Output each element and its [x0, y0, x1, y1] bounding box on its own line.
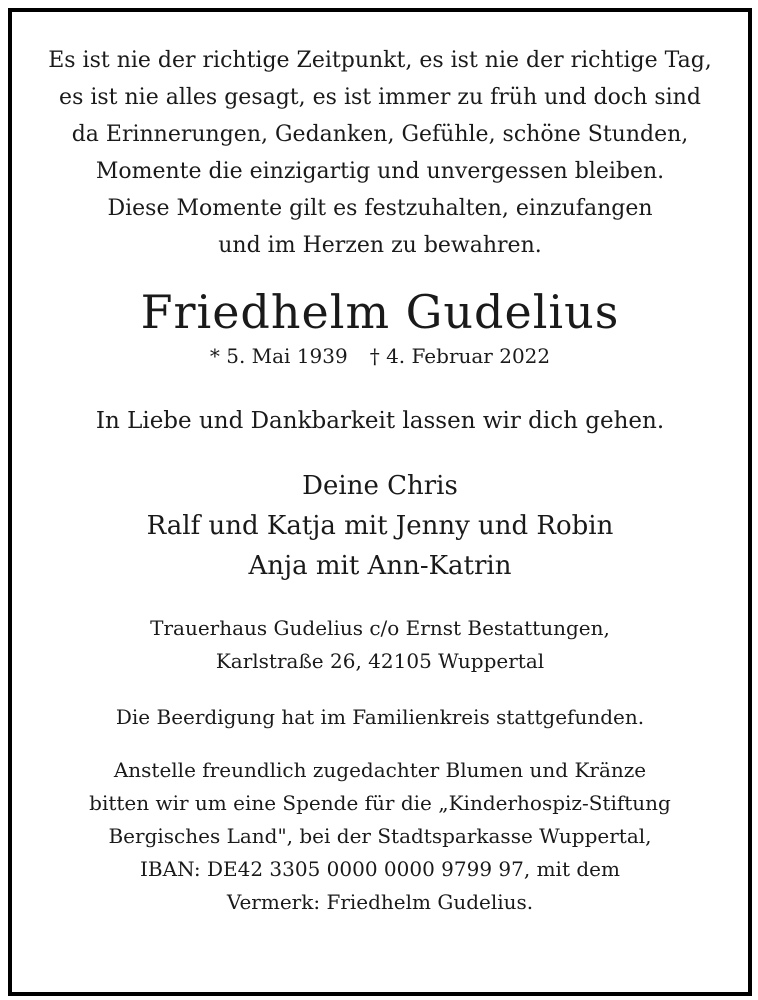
poem-block	[12, 42, 748, 264]
donation-line: Anstelle freundlich zugedachter Blumen und Kränze	[113, 758, 647, 782]
poem-line: Diese Momente gilt es festzuhalten, einzufangen	[107, 196, 653, 221]
donation-block	[12, 754, 748, 919]
poem-line: da Erinnerungen, Gedanken, Gefühle, schöne Stunden,	[71, 122, 689, 147]
funeral-note: Die Beerdigung hat im Familienkreis stattgefunden.	[115, 705, 645, 729]
poem-line: Momente die einzigartig und unvergessen bleiben.	[95, 159, 665, 184]
family-line: Deine Chris	[302, 471, 458, 501]
donation-line: Bergisches Land", bei der Stadtsparkasse Wuppertal,	[108, 824, 652, 848]
poem-line: und im Herzen zu bewahren.	[218, 233, 542, 258]
family-block	[12, 466, 748, 586]
poem-line: es ist nie alles gesagt, es ist immer zu früh und doch sind	[59, 85, 701, 110]
life-dates	[12, 342, 748, 370]
address-line: Trauerhaus Gudelius c/o Ernst Bestattungen,	[150, 616, 610, 640]
donation-line: IBAN: DE42 3305 0000 0000 9799 97, mit dem	[140, 857, 620, 881]
birth-date: * 5. Mai 1939	[209, 344, 348, 368]
poem-line: Es ist nie der richtige Zeitpunkt, es ist nie der richtige Tag,	[48, 48, 712, 73]
obituary-frame	[8, 8, 752, 996]
donation-line: Vermerk: Friedhelm Gudelius.	[226, 890, 534, 914]
address-block	[12, 612, 748, 678]
death-date: † 4. Februar 2022	[369, 344, 551, 368]
farewell-text: In Liebe und Dankbarkeit lassen wir dich gehen.	[95, 408, 665, 434]
donation-line: bitten wir um eine Spende für die „Kinderhospiz-Stiftung	[89, 791, 671, 815]
address-line: Karlstraße 26, 42105 Wuppertal	[215, 649, 545, 673]
obituary-content	[12, 12, 748, 919]
family-line: Anja mit Ann-Katrin	[248, 551, 512, 581]
deceased-name: Friedhelm Gudelius	[140, 285, 620, 339]
family-line: Ralf und Katja mit Jenny und Robin	[146, 511, 614, 541]
